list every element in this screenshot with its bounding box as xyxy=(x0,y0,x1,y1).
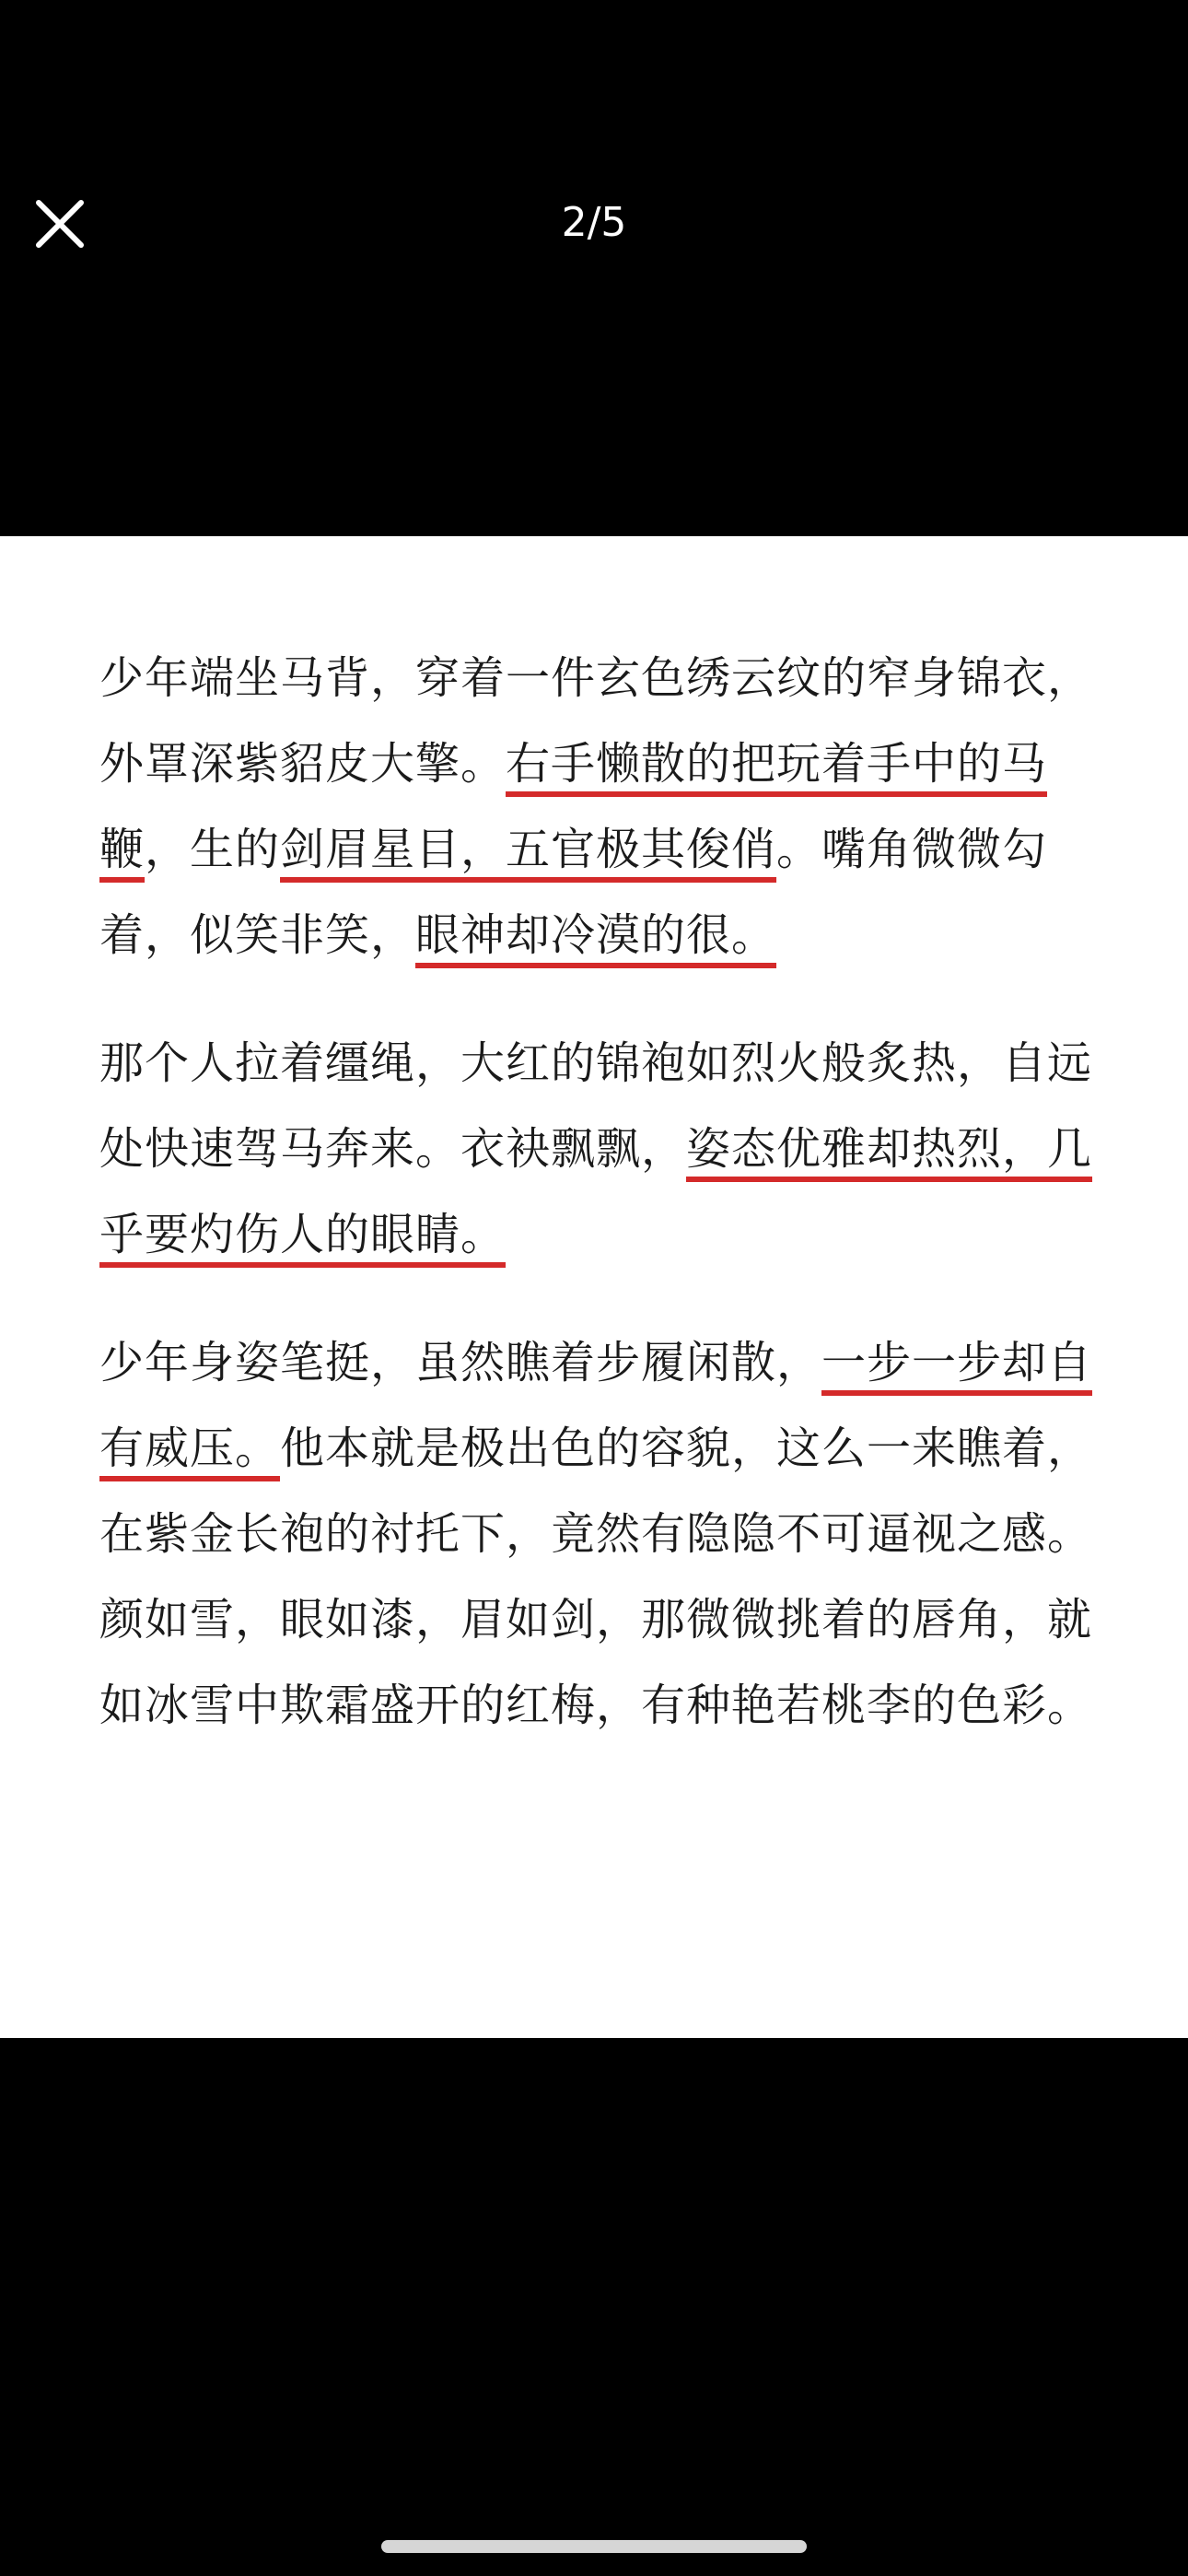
underlined-text: 姿态优雅却热烈，几乎要灼伤人的眼睛。 xyxy=(99,1123,1093,1260)
paragraph-1 xyxy=(99,636,1094,978)
article-text xyxy=(99,636,1094,1749)
text-segment: 那个人拉着缰绳，大红的锦袍如烈火般炙热，自远处快速驾马奔来。衣袂飘飘， xyxy=(99,1037,1093,1175)
paragraph-3 xyxy=(99,1320,1094,1577)
paragraph-4: 颜如雪，眼如漆，眉如剑，那微微挑着的唇角，就如冰雪中欺霜盛开的红梅，有种艳若桃李的色彩。 xyxy=(99,1594,1093,1731)
paragraph-gap xyxy=(99,978,1094,1021)
paragraph-gap xyxy=(99,1278,1094,1320)
underlined-text: 右手懒散的把玩着手中的马鞭 xyxy=(99,738,1048,875)
page-counter: 2/5 xyxy=(561,199,627,246)
text-segment: 。嘴角微微勾着，似笑非笑， xyxy=(99,824,1048,961)
underlined-text: 一步一步却自有威压。 xyxy=(99,1337,1093,1474)
home-indicator[interactable] xyxy=(381,2540,807,2553)
text-segment: 他本就是极出色的容貌，这么一来瞧着，在紫金长袍的衬托下，竟然有隐隐不可逼视之感。 xyxy=(99,1423,1093,1560)
text-segment: ，生的 xyxy=(145,824,281,875)
underlined-text: 眼神却冷漠的很。 xyxy=(415,909,777,961)
paragraph-2 xyxy=(99,1021,1094,1278)
underlined-text: 剑眉星目，五官极其俊俏 xyxy=(280,824,777,875)
text-segment: 少年端坐马背，穿着一件玄色绣云纹的窄身锦衣，外罩深紫貂皮大擎。 xyxy=(99,652,1093,790)
image-panel[interactable] xyxy=(0,536,1188,2038)
text-segment: 少年身姿笔挺，虽然瞧着步履闲散， xyxy=(99,1337,822,1388)
